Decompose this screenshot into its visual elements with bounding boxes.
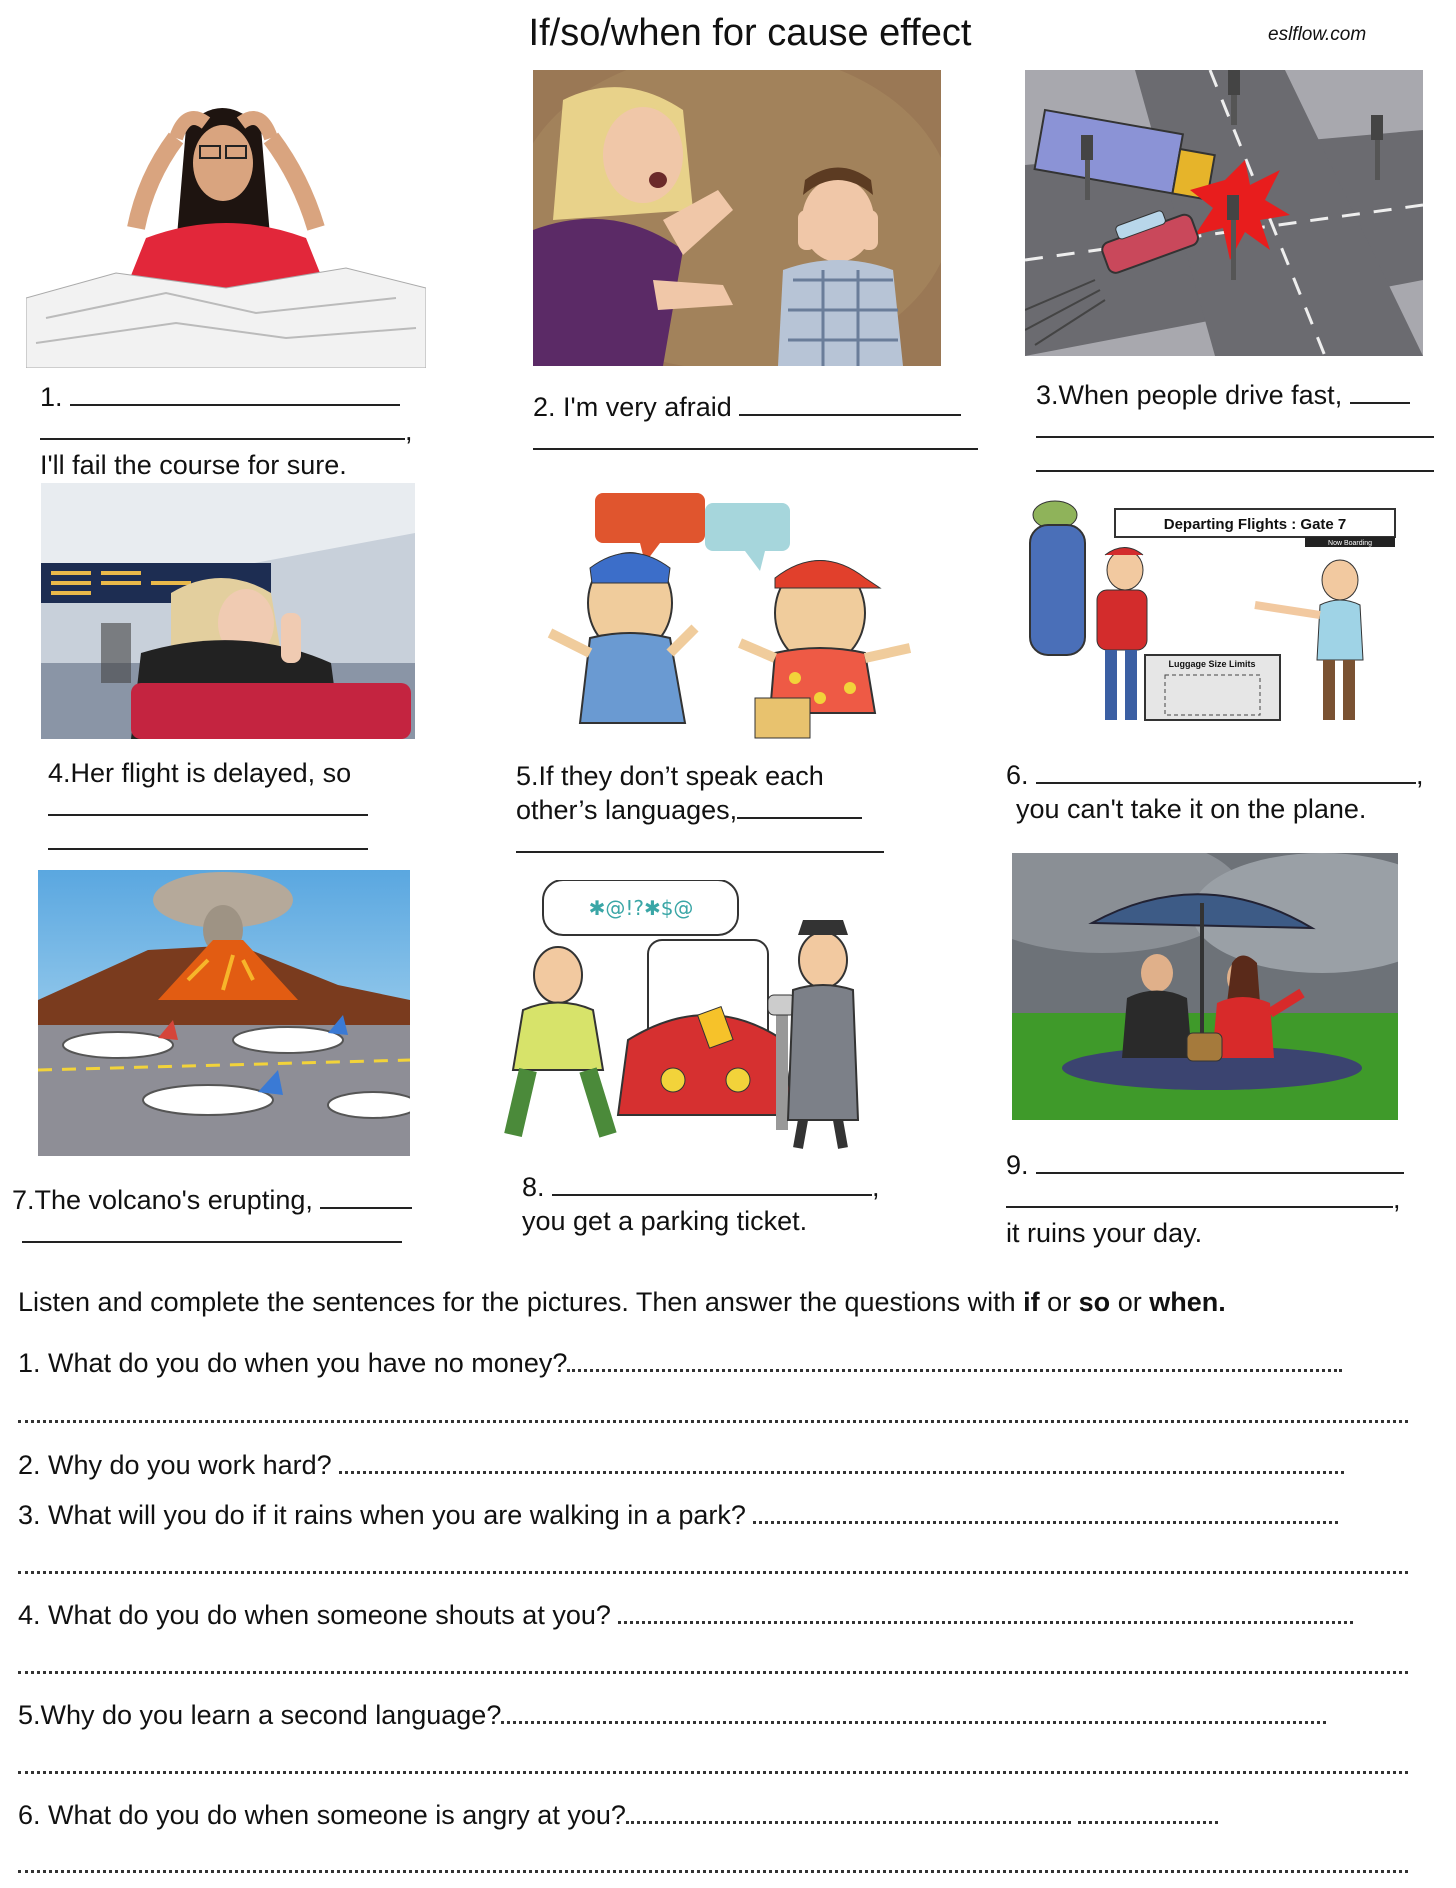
- answer-line-3: [18, 1549, 1408, 1581]
- question-4: 4. What do you do when someone shouts at you?: [18, 1599, 1353, 1631]
- site-name: eslflow.com: [1268, 24, 1367, 45]
- question-2: 2. Why do you work hard?: [18, 1449, 1344, 1481]
- gate-sign-subtext: Now Boarding: [1328, 540, 1372, 547]
- answer-dots-4a[interactable]: [618, 1599, 1353, 1624]
- picture-3: [1025, 70, 1423, 356]
- answer-blank-2a[interactable]: [739, 390, 961, 416]
- keyword-when: when.: [1149, 1287, 1226, 1317]
- answer-blank-4a[interactable]: [48, 790, 368, 816]
- item-1-number: 1.: [40, 382, 63, 412]
- item-7-number: 7.: [12, 1185, 35, 1215]
- caption-2: [533, 390, 978, 458]
- answer-line-6: [18, 1848, 1408, 1880]
- answer-line-1: [18, 1398, 1408, 1430]
- item-6-number: 6.: [1006, 760, 1029, 790]
- picture-8: [493, 880, 893, 1152]
- item-2-text: I'm very afraid: [563, 392, 732, 422]
- picture-5: [520, 493, 950, 743]
- svg-text:✱@!?✱$@: ✱@!?✱$@: [588, 896, 694, 920]
- answer-dots-2[interactable]: [339, 1449, 1344, 1474]
- caption-1: 1. , I'll fail the course for sure.: [40, 382, 413, 480]
- item-3-text: When people drive fast,: [1058, 380, 1343, 410]
- picture-7: [38, 870, 410, 1156]
- item-4-number: 4.: [48, 758, 71, 788]
- answer-blank-7b[interactable]: [22, 1217, 402, 1243]
- item-7-text: The volcano's erupting,: [34, 1185, 313, 1215]
- item-8-text: you get a parking ticket.: [522, 1206, 808, 1236]
- question-6: 6. What do you do when someone is angry at you?: [18, 1799, 1218, 1831]
- question-3: 3. What will you do if it rains when you are walking in a park?: [18, 1499, 1338, 1531]
- answer-dots-1a[interactable]: [567, 1347, 1342, 1372]
- caption-5: [516, 759, 884, 861]
- keyword-if: if: [1023, 1287, 1040, 1317]
- item-5-text-2: other’s languages,: [516, 795, 738, 825]
- answer-blank-1b[interactable]: [40, 414, 405, 440]
- caption-4: [48, 756, 368, 858]
- answer-dots-5b[interactable]: [18, 1749, 1408, 1774]
- answer-blank-3c[interactable]: [1036, 446, 1434, 472]
- keyword-so: so: [1078, 1287, 1111, 1317]
- caption-3: [1036, 378, 1434, 480]
- item-6-text: you can't take it on the plane.: [1016, 794, 1367, 824]
- answer-blank-7a[interactable]: [320, 1183, 412, 1209]
- answer-blank-2b[interactable]: [533, 424, 978, 450]
- item-2-number: 2.: [533, 392, 556, 422]
- item-3-number: 3.: [1036, 380, 1059, 410]
- gate-sign-text: Departing Flights : Gate 7: [1163, 516, 1347, 533]
- picture-9: [1012, 853, 1398, 1120]
- answer-dots-6b[interactable]: [1078, 1799, 1218, 1824]
- answer-blank-5b[interactable]: [516, 827, 884, 853]
- answer-blank-3a[interactable]: [1350, 378, 1410, 404]
- answer-dots-6c[interactable]: [18, 1848, 1408, 1873]
- answer-dots-3a[interactable]: [753, 1499, 1338, 1524]
- answer-dots-5a[interactable]: [501, 1699, 1326, 1724]
- picture-6: [1025, 495, 1400, 735]
- instructions: Listen and complete the sentences for the pictures. Then answer the questions with if or so or when.: [18, 1287, 1226, 1317]
- picture-1: [26, 88, 426, 368]
- picture-2: [533, 70, 941, 366]
- item-5-number: 5.: [516, 761, 539, 791]
- caption-6: 6. , you can't take it on the plane.: [1006, 760, 1424, 824]
- caption-7: [12, 1183, 412, 1251]
- answer-blank-8[interactable]: [552, 1170, 872, 1196]
- question-1: 1. What do you do when you have no money?: [18, 1347, 1342, 1379]
- answer-dots-1b[interactable]: [18, 1398, 1408, 1423]
- answer-blank-3b[interactable]: [1036, 412, 1434, 438]
- item-9-number: 9.: [1006, 1150, 1029, 1180]
- item-8-number: 8.: [522, 1172, 545, 1202]
- answer-blank-6[interactable]: [1036, 758, 1416, 784]
- answer-blank-9b[interactable]: [1006, 1182, 1393, 1208]
- caption-9: 9. , it ruins your day.: [1006, 1148, 1404, 1250]
- answer-dots-6a[interactable]: [626, 1799, 1071, 1824]
- answer-blank-5a[interactable]: [737, 793, 862, 819]
- page-title: If/so/when for cause effect: [528, 12, 972, 54]
- caption-8: 8. , you get a parking ticket.: [522, 1172, 880, 1236]
- item-4-text: Her flight is delayed, so: [70, 758, 352, 788]
- answer-dots-4b[interactable]: [18, 1649, 1408, 1674]
- answer-line-5: [18, 1749, 1408, 1781]
- answer-blank-1a[interactable]: [70, 380, 400, 406]
- answer-blank-9a[interactable]: [1036, 1148, 1404, 1174]
- item-1-text: I'll fail the course for sure.: [40, 450, 347, 480]
- item-5-text: If they don’t speak each: [538, 761, 824, 791]
- answer-dots-3b[interactable]: [18, 1549, 1408, 1574]
- answer-line-4: [18, 1649, 1408, 1681]
- answer-blank-4b[interactable]: [48, 824, 368, 850]
- question-5: 5.Why do you learn a second language?: [18, 1699, 1326, 1731]
- luggage-sign-text: Luggage Size Limits: [1168, 659, 1256, 669]
- item-9-text: it ruins your day.: [1006, 1218, 1203, 1248]
- picture-4: [41, 483, 415, 739]
